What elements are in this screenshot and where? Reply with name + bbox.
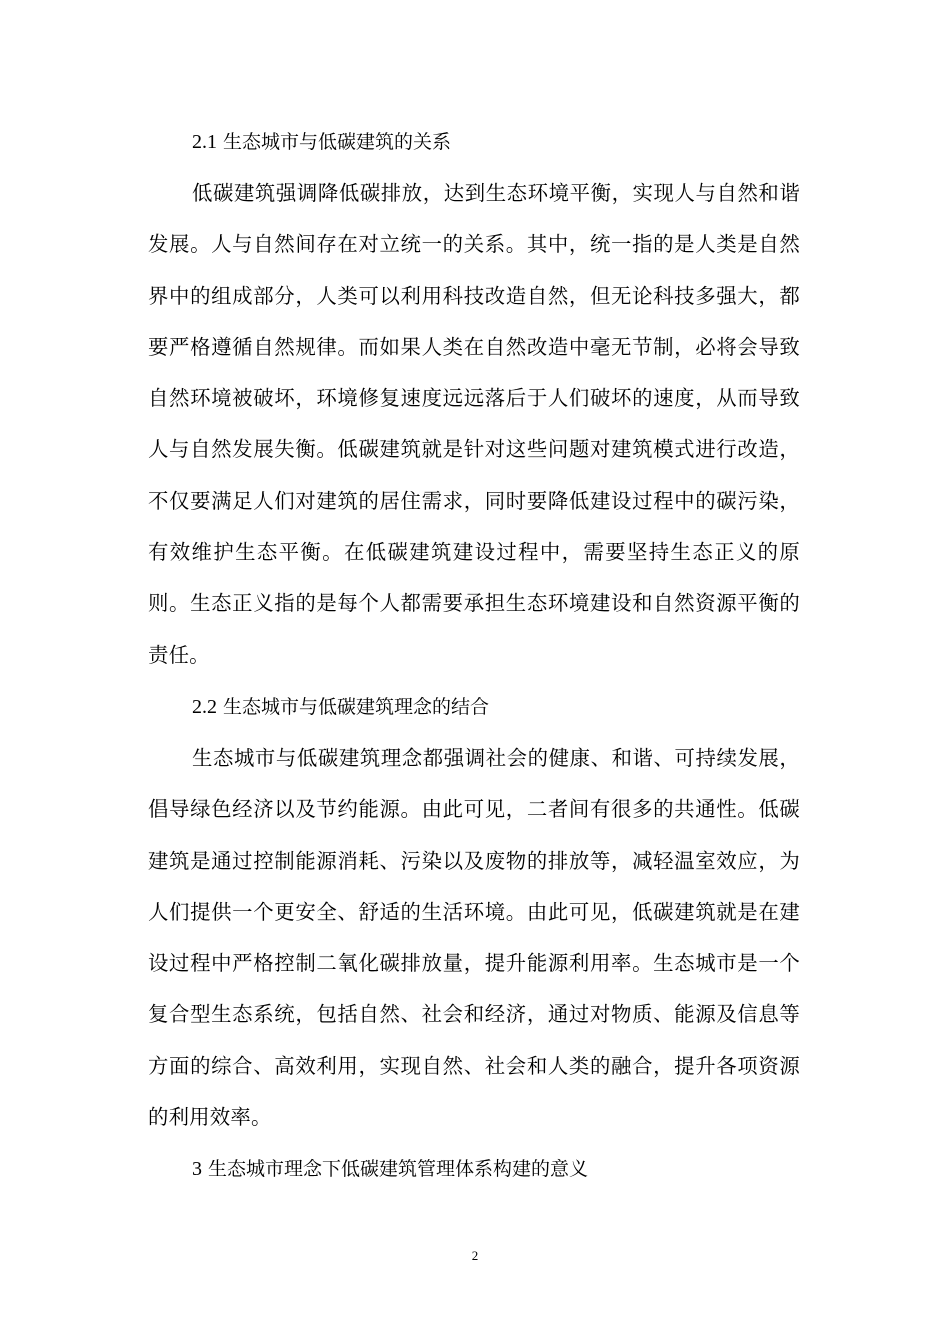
- section-paragraph-2-2: 生态城市与低碳建筑理念都强调社会的健康、和谐、可持续发展，倡导绿色经济以及节约能源。由此可见，二者间有很多的共通性。低碳建筑是通过控制能源消耗、污染以及废物的排放等，减轻温室效应，为人们提供一个更安全、舒适的生活环境。由此可见，低碳建筑就是在建设过程中严格控制二氧化碳排放量，提升能源利用率。生态城市是一个复合型生态系统，包括自然、社会和经济，通过对物质、能源及信息等方面的综合、高效利用，实现自然、社会和人类的融合，提升各项资源的利用效率。: [148, 745, 800, 1130]
- section-number: 2.1: [192, 131, 217, 153]
- section-heading-2-1: [148, 116, 800, 168]
- section-heading-2-2: [148, 681, 800, 733]
- section-heading-3: [148, 1143, 800, 1195]
- section-title: 生态城市理念下低碳建筑管理体系构建的意义: [208, 1158, 589, 1181]
- section-title: 生态城市与低碳建筑理念的结合: [223, 695, 490, 718]
- page-number: 2: [471, 1248, 479, 1263]
- section-number: 3: [192, 1158, 202, 1181]
- section-paragraph-2-1: 低碳建筑强调降低碳排放，达到生态环境平衡，实现人与自然和谐发展。人与自然间存在对立统一的关系。其中，统一指的是人类是自然界中的组成部分，人类可以利用科技改造自然，但无论科技多强大，都要严格遵循自然规律。而如果人类在自然改造中毫无节制，必将会导致自然环境被破坏，环境修复速度远远落后于人们破坏的速度，从而导致人与自然发展失衡。低碳建筑就是针对这些问题对建筑模式进行改造，不仅要满足人们对建筑的居住需求，同时要降低建设过程中的碳污染，有效维护生态平衡。在低碳建筑建设过程中，需要坚持生态正义的原则。生态正义指的是每个人都需要承担生态环境建设和自然资源平衡的责任。: [148, 181, 800, 667]
- section-title: 生态城市与低碳建筑的关系: [223, 131, 452, 153]
- section-number: 2.2: [192, 695, 217, 718]
- document-body: [148, 116, 800, 1195]
